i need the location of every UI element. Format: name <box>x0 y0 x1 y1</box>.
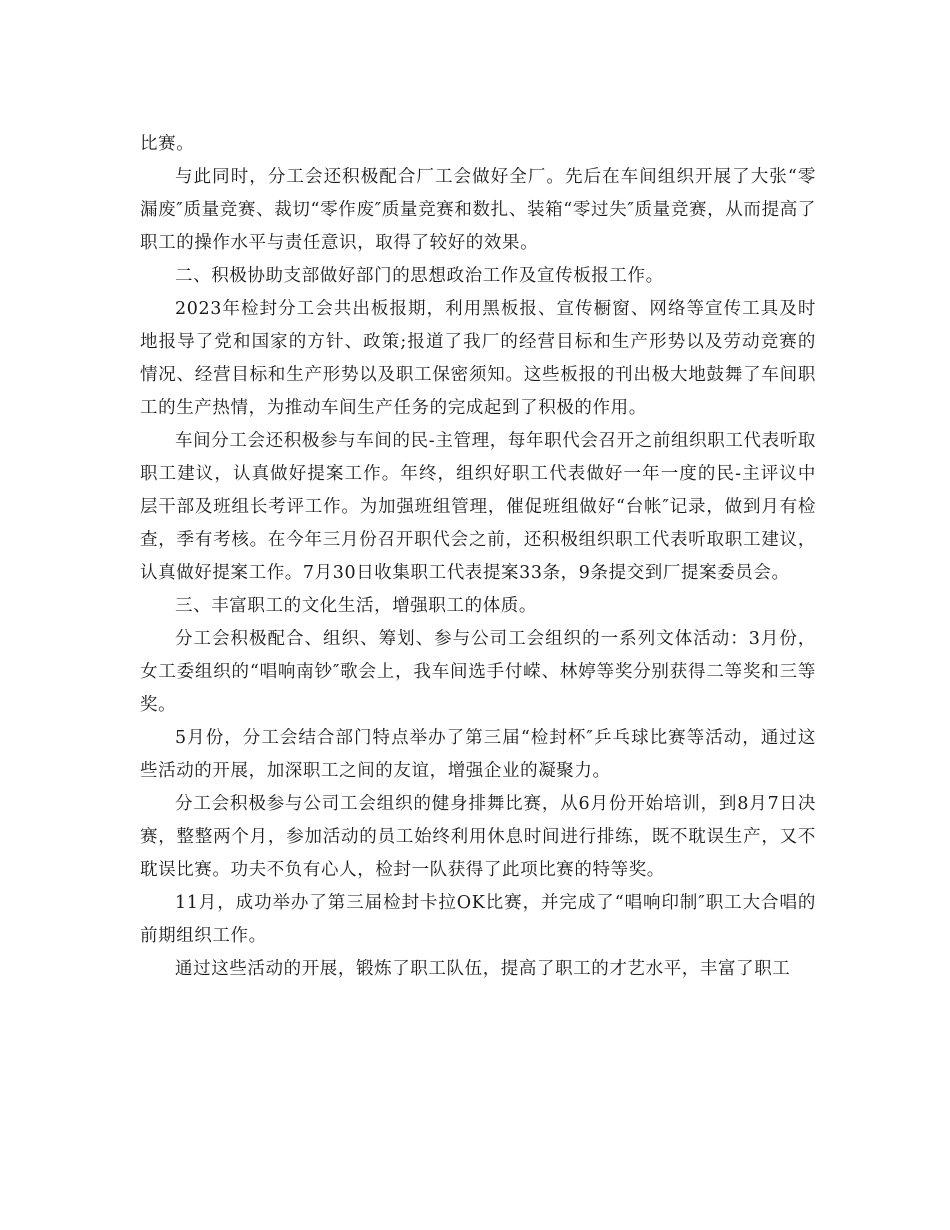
section-heading: 二、积极协助支部做好部门的思想政治工作及宣传板报工作。 <box>175 266 664 286</box>
paragraph: 通过这些活动的开展，锻炼了职工队伍，提高了职工的才艺水平，丰富了职工 <box>175 959 791 979</box>
paragraph: 比赛。 <box>140 134 195 154</box>
section-heading: 三、丰富职工的文化生活，增强职工的体质。 <box>175 596 537 616</box>
paragraph: 分工会积极参与公司工会组织的健身排舞比赛，从6月份开始培训，到8月7日决赛，整整两个月，参加活动的员工始终利用休息时间进行排练，既不耽误生产，又不耽误比赛。功夫不负有心人，检封一队获得了此项比赛的特等奖。 <box>140 794 816 880</box>
paragraph: 5月份，分工会结合部门特点举办了第三届“检封杯″乒乓球比赛等活动，通过这些活动的开展，加深职工之间的友谊，增强企业的凝聚力。 <box>140 728 816 781</box>
paragraph: 与此同时，分工会还积极配合厂工会做好全厂。先后在车间组织开展了大张“零漏废″质量竞赛、裁切“零作废″质量竞赛和数扎、装箱“零过失″质量竞赛，从而提高了职工的操作水平与责任意识，取得了较好的效果。 <box>140 167 816 253</box>
paragraph: 2023年检封分工会共出板报期，利用黑板报、宣传橱窗、网络等宣传工具及时地报导了党和国家的方针、政策;报道了我厂的经营目标和生产形势以及劳动竞赛的情况、经营目标和生产形势以及职工保密须知。这些板报的刊出极大地鼓舞了车间职工的生产热情，为推动车间生产任务的完成起到了积极的作用。 <box>140 299 816 418</box>
paragraph: 车间分工会还积极参与车间的民-主管理，每年职代会召开之前组织职工代表听取职工建议，认真做好提案工作。年终，组织好职工代表做好一年一度的民-主评议中层干部及班组长考评工作。为加强班组管理，催促班组做好“台帐″记录，做到月有检查，季有考核。在今年三月份召开职代会之前，还积极组织职工代表听取职工建议，认真做好提案工作。7月30日收集职工代表提案33条，9条提交到厂提案委员会。 <box>140 431 816 583</box>
paragraph: 11月，成功举办了第三届检封卡拉OK比赛，并完成了“唱响印制″职工大合唱的前期组织工作。 <box>140 893 816 946</box>
paragraph: 分工会积极配合、组织、筹划、参与公司工会组织的一系列文体活动：3月份，女工委组织的“唱响南钞″歌会上，我车间选手付嵘、林婷等奖分别获得二等奖和三等奖。 <box>140 629 816 715</box>
document-body <box>140 128 816 986</box>
